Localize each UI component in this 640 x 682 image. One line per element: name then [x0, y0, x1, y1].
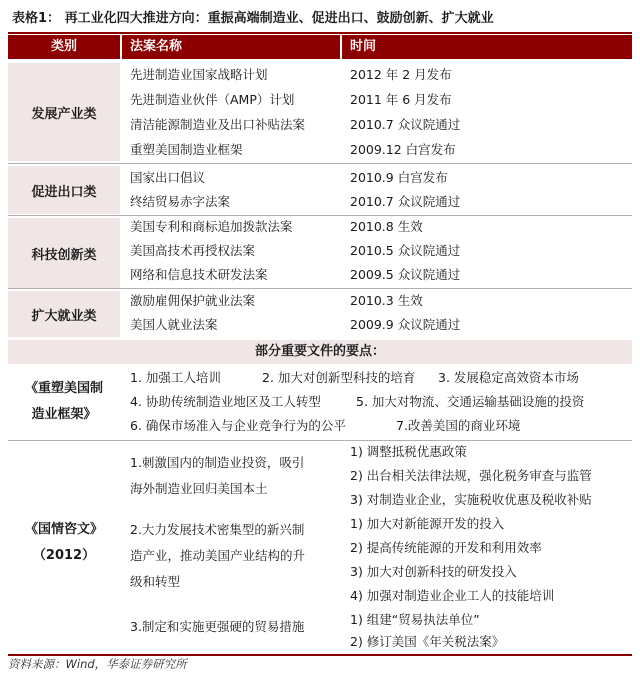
header-category: 类别	[8, 35, 120, 59]
category-cell: 扩大就业类	[8, 291, 120, 337]
law-name: 美国人就业法案	[130, 317, 218, 332]
policy-goal: 2.大力发展技术密集型的新兴制造产业，推动美国产业结构的升级和转型	[130, 522, 306, 589]
measure-item: 2) 出台相关法律法规，强化税务审查与监管	[350, 468, 592, 483]
law-name: 美国专利和商标追加拨款法案	[130, 219, 293, 234]
law-name: 网络和信息技术研发法案	[130, 267, 268, 282]
measure-item: 1) 加大对新能源开发的投入	[350, 516, 505, 531]
group-divider	[8, 215, 632, 216]
document-label	[8, 366, 120, 438]
document-label-line: 《重塑美国制	[24, 381, 103, 396]
law-name: 先进制造业伙伴（AMP）计划	[130, 92, 295, 107]
key-point: 1. 加强工人培训	[130, 370, 221, 385]
measure-item: 1) 组建“贸易执法单位”	[350, 612, 480, 627]
header-law: 法案名称	[122, 35, 340, 59]
law-name: 清洁能源制造业及出口补贴法案	[130, 117, 306, 132]
law-time: 2009.12 白宫发布	[350, 142, 456, 157]
law-time: 2010.7 众议院通过	[350, 194, 461, 209]
measure-item: 2) 提高传统能源的开发和利用效率	[350, 540, 542, 555]
law-name: 先进制造业国家战略计划	[130, 67, 268, 82]
category-cell: 发展产业类	[8, 63, 120, 161]
group-divider	[8, 288, 632, 289]
law-name: 重塑美国制造业框架	[130, 142, 243, 157]
law-time: 2009.9 众议院通过	[350, 317, 461, 332]
law-time: 2012 年 2 月发布	[350, 67, 452, 82]
key-point: 6. 确保市场准入与企业竞争行为的公平	[130, 418, 346, 433]
key-point: 7.改善美国的商业环境	[396, 418, 521, 433]
key-point: 2. 加大对创新型科技的培育	[262, 370, 416, 385]
measure-item: 1) 调整抵税优惠政策	[350, 444, 467, 459]
group-divider	[8, 163, 632, 164]
measure-item: 4) 加强对制造业企业工人的技能培训	[350, 588, 555, 603]
measure-item: 3) 加大对创新科技的研发投入	[350, 564, 517, 579]
law-time: 2011 年 6 月发布	[350, 92, 452, 107]
key-point: 5. 加大对物流、交通运输基础设施的投资	[356, 394, 585, 409]
measure-item: 2) 修订美国《年关税法案》	[350, 634, 505, 649]
table-title: 表格1： 再工业化四大推进方向：重振高端制造业、促进出口、鼓励创新、扩大就业	[8, 4, 632, 34]
header-time: 时间	[342, 35, 632, 59]
law-name: 终结贸易赤字法案	[130, 194, 231, 209]
law-time: 2010.8 生效	[350, 219, 423, 234]
document-label	[8, 516, 120, 570]
document-label-line: （2012）	[32, 548, 96, 563]
law-time: 2010.5 众议院通过	[350, 243, 461, 258]
section-divider	[8, 440, 632, 441]
source-note: 资料来源：Wind，华泰证券研究所	[8, 657, 187, 671]
document-label-line: 《国情咨文》	[24, 522, 103, 537]
policy-goal: 3.制定和实施更强硬的贸易措施	[130, 619, 305, 634]
law-time: 2010.7 众议院通过	[350, 117, 461, 132]
document-label-line: 造业框架》	[31, 407, 97, 422]
law-name: 国家出口倡议	[130, 170, 206, 185]
law-name: 激励雇佣保护就业法案	[130, 293, 256, 308]
law-time: 2009.5 众议院通过	[350, 267, 461, 282]
key-point: 3. 发展稳定高效资本市场	[438, 370, 579, 385]
law-time: 2010.3 生效	[350, 293, 423, 308]
category-cell: 促进出口类	[8, 166, 120, 214]
law-time: 2010.9 白宫发布	[350, 170, 448, 185]
category-cell: 科技创新类	[8, 218, 120, 288]
policy-goal: 1.刺激国内的制造业投资，吸引海外制造业回归美国本土	[130, 455, 305, 496]
measure-item: 3) 对制造业企业，实施税收优惠及税收补贴	[350, 492, 592, 507]
key-point: 4. 协助传统制造业地区及工人转型	[130, 394, 321, 409]
law-name: 美国高技术再授权法案	[130, 243, 256, 258]
section-header: 部分重要文件的要点：	[8, 340, 632, 364]
